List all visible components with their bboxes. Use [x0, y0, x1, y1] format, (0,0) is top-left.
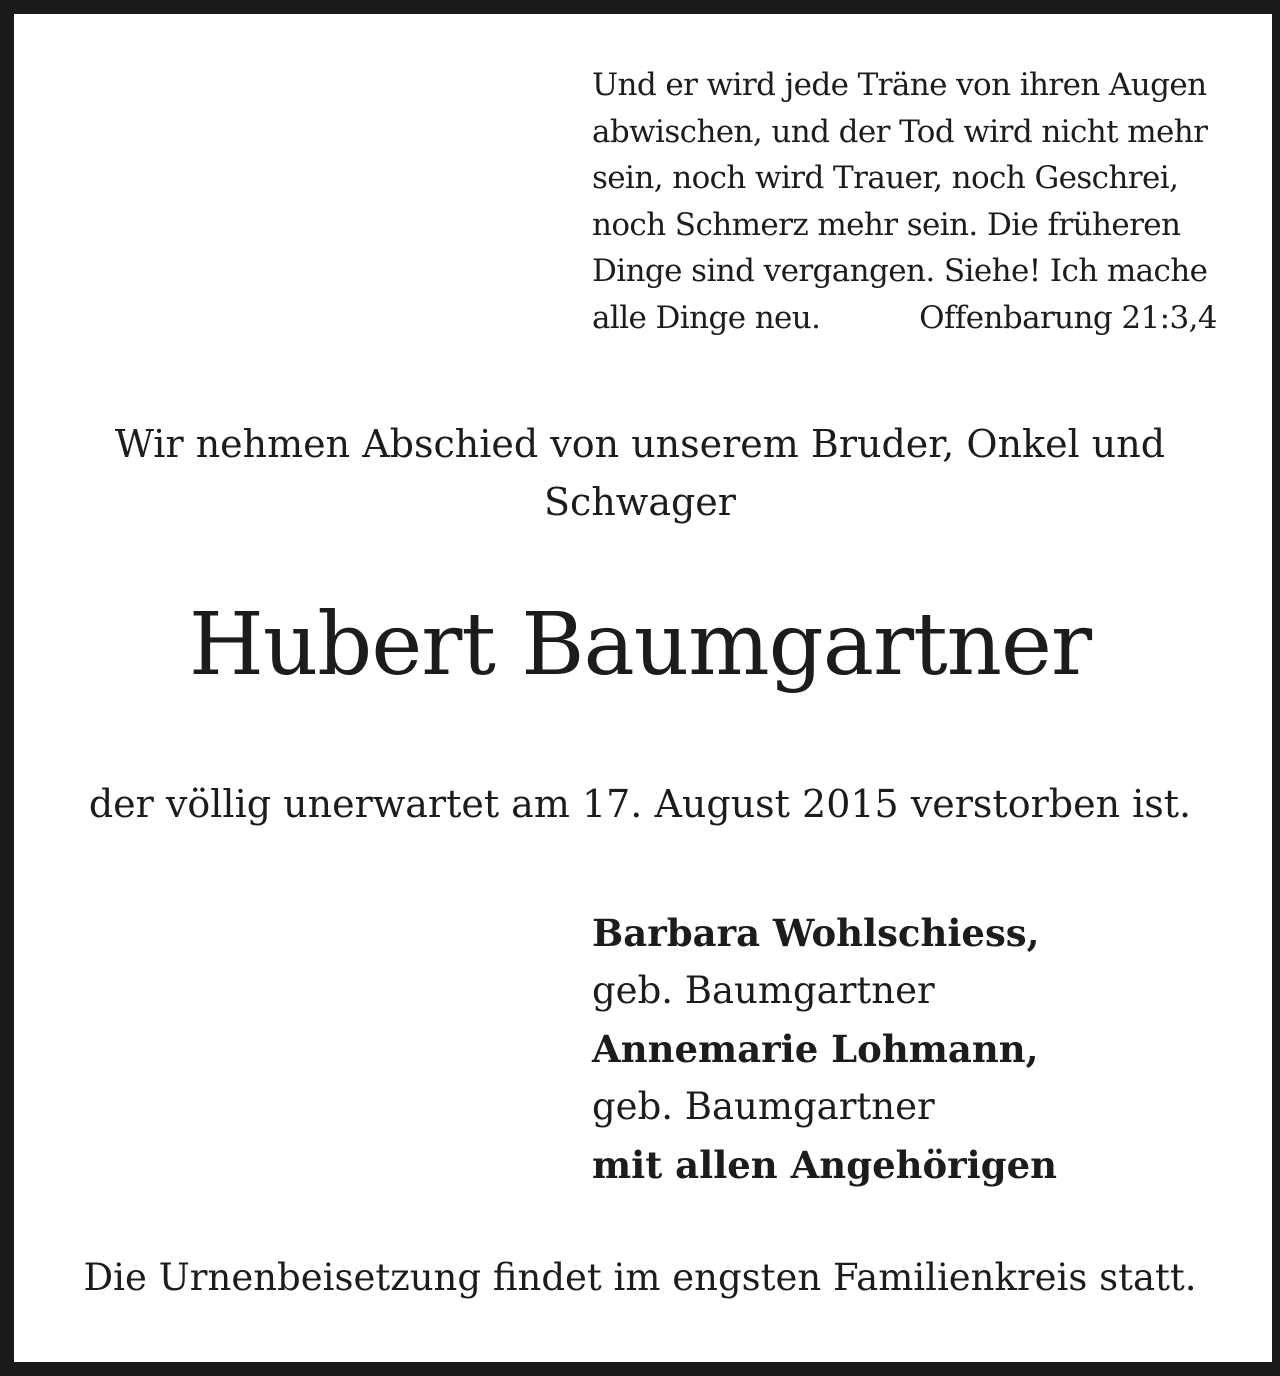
mourner-maiden-name: geb. Baumgartner — [592, 1085, 935, 1128]
mourner-name: Annemarie Lohmann, — [592, 1027, 1039, 1071]
mourner-name: Barbara Wohlschiess, — [592, 911, 1040, 955]
mourners-list — [592, 904, 1232, 1194]
verse-line: Dinge sind vergangen. Siehe! Ich mache — [592, 253, 1208, 289]
verse-line-end: alle Dinge neu. — [592, 299, 821, 336]
burial-note: Die Urnenbeisetzung findet im engsten Familienkreis statt. — [83, 1256, 1197, 1299]
verse-line: abwischen, und der Tod wird nicht mehr — [592, 113, 1208, 150]
bible-verse — [592, 62, 1217, 341]
verse-line: sein, noch wird Trauer, noch Geschrei, — [592, 160, 1179, 196]
passing-statement: der völlig unerwartet am 17. August 2015 verstorben ist. — [88, 782, 1192, 826]
mourner-maiden-name: geb. Baumgartner — [592, 969, 935, 1012]
deceased-name: Hubert Baumgartner — [188, 595, 1092, 695]
mourner-relatives: mit allen Angehörigen — [592, 1143, 1058, 1187]
farewell-intro: Wir nehmen Abschied von unserem Bruder, Onkel und Schwager — [114, 422, 1166, 524]
verse-line: noch Schmerz mehr sein. Die früheren — [592, 206, 1181, 243]
verse-reference: Offenbarung 21:3,4 — [919, 299, 1217, 336]
verse-last-line — [592, 295, 1217, 342]
verse-line: Und er wird jede Träne von ihren Augen — [592, 67, 1207, 103]
